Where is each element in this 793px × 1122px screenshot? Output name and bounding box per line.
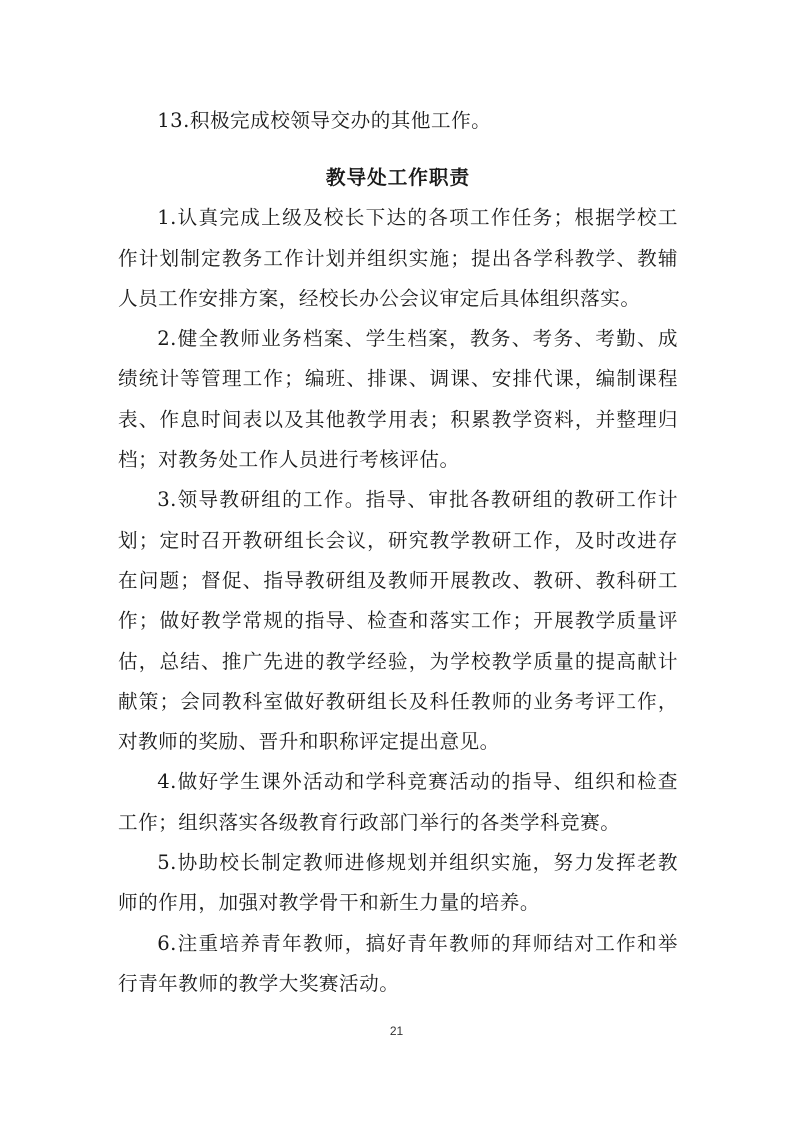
duty-item-5: 5.协助校长制定教师进修规划并组织实施，努力发挥老教师的作用，加强对教学骨干和新生力量的培养。 [118,851,678,915]
duty-item-1: 1.认真完成上级及校长下达的各项工作任务；根据学校工作计划制定教务工作计划并组织实施；提出各学科教学、教辅人员工作安排方案，经校长办公会议审定后具体组织落实。 [118,206,678,310]
duty-item-3: 3.领导教研组的工作。指导、审批各教研组的教研工作计划；定时召开教研组长会议，研究教学教研工作，及时改进存在问题；督促、指导教研组及教师开展教改、教研、教科研工作；做好教学常规的指导、检查和落实工作；开展教学质量评估，总结、推广先进的教学经验，为学校教学质量的提高献计献策；会同教科室做好教研组长及科任教师的业务考评工作，对教师的奖励、晋升和职称评定提出意见。 [118,488,678,754]
duty-item-6: 6.注重培养青年教师，搞好青年教师的拜师结对工作和举行青年教师的教学大奖赛活动。 [118,931,678,995]
section-title: 教导处工作职责 [325,166,471,190]
page-number: 21 [389,1024,404,1038]
duty-item-4: 4.做好学生课外活动和学科竞赛活动的指导、组织和检查工作；组织落实各级教育行政部门举行的各类学科竞赛。 [118,770,678,834]
intro-item-13: 13.积极完成校领导交办的其他工作。 [157,109,492,132]
duty-item-2: 2.健全教师业务档案、学生档案，教务、考务、考勤、成绩统计等管理工作；编班、排课、调课、安排代课，编制课程表、作息时间表以及其他教学用表；积累教学资料，并整理归档；对教务处工作人员进行考核评估。 [118,327,678,472]
page-body [118,101,678,1004]
